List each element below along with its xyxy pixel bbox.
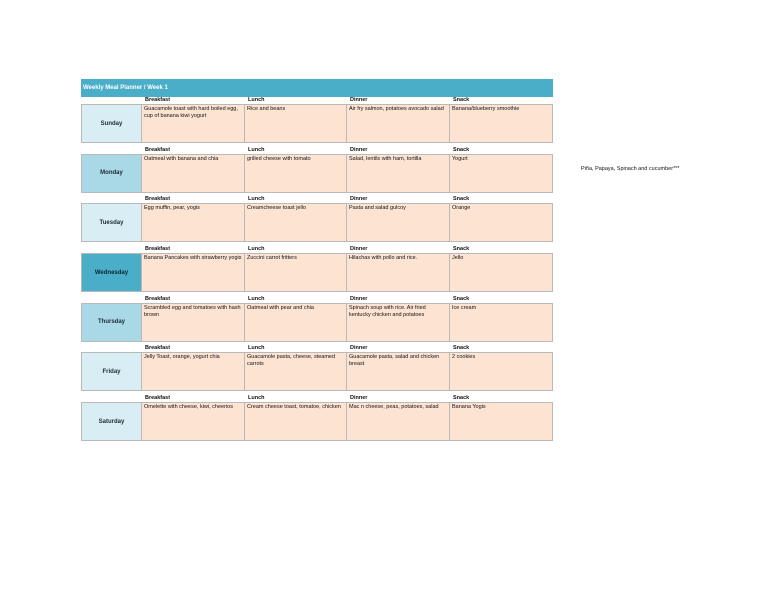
day-label: Sunday xyxy=(81,104,142,143)
meal-cell[interactable]: Ice cream xyxy=(450,303,553,342)
column-header: Snack xyxy=(453,146,470,153)
day-label: Wednesday xyxy=(81,253,142,292)
day-label: Tuesday xyxy=(81,203,142,242)
meal-cell[interactable]: Scrambled egg and tomatoes with hash brown xyxy=(142,303,245,342)
column-header: Breakfast xyxy=(145,395,171,402)
day-block-6 xyxy=(81,395,553,445)
meal-cell[interactable]: Jello xyxy=(450,253,553,292)
column-header: Dinner xyxy=(350,246,368,253)
column-header-row xyxy=(142,246,553,253)
meal-cell[interactable]: Air fry salmon, potatoes avocado salad xyxy=(347,104,450,143)
meal-cell[interactable]: Oatmeal with pear and chia xyxy=(245,303,347,342)
meal-cell[interactable]: Guacamole pasta, cheese, steamed carrots xyxy=(245,352,347,391)
meal-cell[interactable]: Pasta and salad gulcoy xyxy=(347,203,450,242)
day-label: Thursday xyxy=(81,303,142,342)
meal-cell[interactable]: Banana Pancakes with strawberry yogis xyxy=(142,253,245,292)
day-label: Friday xyxy=(81,352,142,391)
column-header-row xyxy=(142,395,553,402)
meal-cell[interactable]: Zuccini carrot fritters xyxy=(245,253,347,292)
meal-cell[interactable]: Cream cheese toast, tomatoe, chicken xyxy=(245,402,347,441)
column-header: Dinner xyxy=(350,196,368,203)
meal-cell[interactable]: Banana/blueberry smoothie xyxy=(450,104,553,143)
planner-title: Weekly Meal Planner / Week 1 xyxy=(81,79,553,97)
column-header: Lunch xyxy=(248,395,265,402)
column-header: Snack xyxy=(453,295,470,302)
column-header: Breakfast xyxy=(145,196,171,203)
column-header: Lunch xyxy=(248,196,265,203)
meal-cell[interactable]: Oatmeal with banana and chia xyxy=(142,154,245,193)
column-header-row xyxy=(142,97,553,104)
column-header: Snack xyxy=(453,345,470,352)
column-header: Lunch xyxy=(248,295,265,302)
column-header: Snack xyxy=(453,246,470,253)
meal-cell[interactable]: Creamcheese toast jello xyxy=(245,203,347,242)
column-header: Breakfast xyxy=(145,97,171,103)
day-label: Saturday xyxy=(81,402,142,441)
meal-cell[interactable]: Jelly Toast, orange, yogurt chia xyxy=(142,352,245,391)
column-header: Lunch xyxy=(248,146,265,153)
meal-cell[interactable]: Guacamole pasta, salad and chicken breast xyxy=(347,352,450,391)
column-header: Lunch xyxy=(248,246,265,253)
meal-cell[interactable]: Egg muffin, pear, yogis xyxy=(142,203,245,242)
meal-planner-sheet xyxy=(81,79,553,445)
meal-cell[interactable]: Guacamole toast with hard boiled egg, cup of banana kiwi yogurt xyxy=(142,104,245,143)
meal-cell[interactable]: Salad, lentils with ham, tortilla xyxy=(347,154,450,193)
day-block-5 xyxy=(81,345,553,395)
meal-cell[interactable]: Omelette with cheese, kiwi, cheerios xyxy=(142,402,245,441)
column-header-row xyxy=(142,147,553,154)
meal-cell[interactable]: Spinach soup with rice. Air fried kentucky chicken and potatoes xyxy=(347,303,450,342)
column-header: Breakfast xyxy=(145,146,171,153)
meal-cell[interactable]: Rice and beans xyxy=(245,104,347,143)
column-header: Lunch xyxy=(248,345,265,352)
column-header: Dinner xyxy=(350,395,368,402)
meal-cell[interactable]: Mac n cheese, peas, potatoes, salad xyxy=(347,402,450,441)
column-header: Breakfast xyxy=(145,345,171,352)
column-header: Dinner xyxy=(350,97,368,103)
column-header: Dinner xyxy=(350,295,368,302)
column-header-row xyxy=(142,345,553,352)
column-header: Breakfast xyxy=(145,295,171,302)
column-header: Dinner xyxy=(350,345,368,352)
meal-cell[interactable]: Banana Yogis xyxy=(450,402,553,441)
column-header: Breakfast xyxy=(145,246,171,253)
column-header: Lunch xyxy=(248,97,265,103)
day-block-0 xyxy=(81,97,553,147)
side-note: Piña, Papaya, Spinach and cucumber*** xyxy=(581,166,680,172)
column-header: Dinner xyxy=(350,146,368,153)
meal-cell[interactable]: grilled cheese with tomato xyxy=(245,154,347,193)
meal-cell[interactable]: Orange xyxy=(450,203,553,242)
column-header: Snack xyxy=(453,395,470,402)
column-header: Snack xyxy=(453,97,470,103)
column-header: Snack xyxy=(453,196,470,203)
day-label: Monday xyxy=(81,154,142,193)
day-block-3 xyxy=(81,246,553,296)
meal-cell[interactable]: Yogurt xyxy=(450,154,553,193)
day-block-1 xyxy=(81,147,553,197)
column-header-row xyxy=(142,196,553,203)
day-rows xyxy=(81,97,553,445)
day-block-2 xyxy=(81,196,553,246)
meal-cell[interactable]: 2 cookies xyxy=(450,352,553,391)
column-header-row xyxy=(142,296,553,303)
meal-cell[interactable]: Hilachas with pollo and rice. xyxy=(347,253,450,292)
day-block-4 xyxy=(81,296,553,346)
